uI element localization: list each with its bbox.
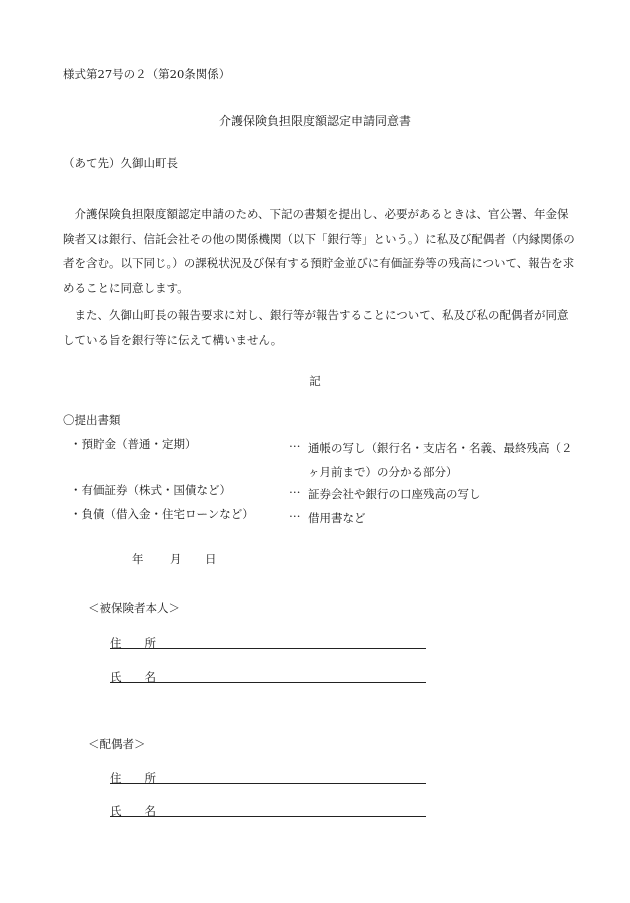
documents-heading: 〇提出書類 (63, 413, 121, 427)
insured-address-field[interactable] (110, 648, 426, 649)
insured-address-label: 住 所 (110, 636, 156, 650)
ki-heading: 記 (309, 374, 321, 388)
date-day-label: 日 (205, 552, 217, 566)
document-desc: 借用書など (308, 511, 366, 525)
consent-paragraph-2: また、久御山町長の報告要求に対し、銀行等が報告することについて、私及び私の配偶者が同意している旨を銀行等に伝えて構いません。 (63, 308, 569, 347)
document-item: ・有価証券（株式・国債など） (70, 483, 231, 497)
insured-name-label: 氏 名 (110, 670, 156, 684)
spouse-address-label: 住 所 (110, 771, 156, 785)
insured-name-field[interactable] (110, 682, 426, 683)
document-item: ・預貯金（普通・定期） (70, 437, 197, 451)
document-title: 介護保険負担限度額認定申請同意書 (218, 114, 411, 128)
document-desc: 証券会社や銀行の口座残高の写し (308, 487, 481, 501)
insured-heading: ＜被保険者本人＞ (88, 601, 180, 615)
date-year-label: 年 (132, 552, 144, 566)
leader-dots: … (289, 482, 301, 496)
document-desc: 通帳の写し（銀行名・支店名・名義、最終残高（２ヶ月前まで）の分かる部分） (308, 441, 573, 479)
date-month-label: 月 (170, 552, 182, 566)
document-item: ・負債（借入金・住宅ローンなど） (70, 507, 254, 521)
spouse-name-label: 氏 名 (110, 804, 156, 818)
spouse-address-field[interactable] (110, 783, 426, 784)
addressee: （あて先）久御山町長 (63, 156, 178, 170)
spouse-name-field[interactable] (110, 816, 426, 817)
leader-dots: … (289, 436, 301, 450)
spouse-heading: ＜配偶者＞ (88, 737, 146, 751)
leader-dots: … (289, 506, 301, 520)
consent-paragraph-1: 介護保険負担限度額認定申請のため、下記の書類を提出し、必要があるときは、官公署、年金保険者又は銀行、信託会社その他の関係機関（以下「銀行等」という。）に私及び配偶者（内縁関係の者を含む。以下同じ。）の課税状況及び保有する預貯金並びに有価証券等の残高について、報告を求めることに同意します。 (63, 207, 575, 295)
form-number: 様式第27号の２（第20条関係） (63, 67, 231, 81)
